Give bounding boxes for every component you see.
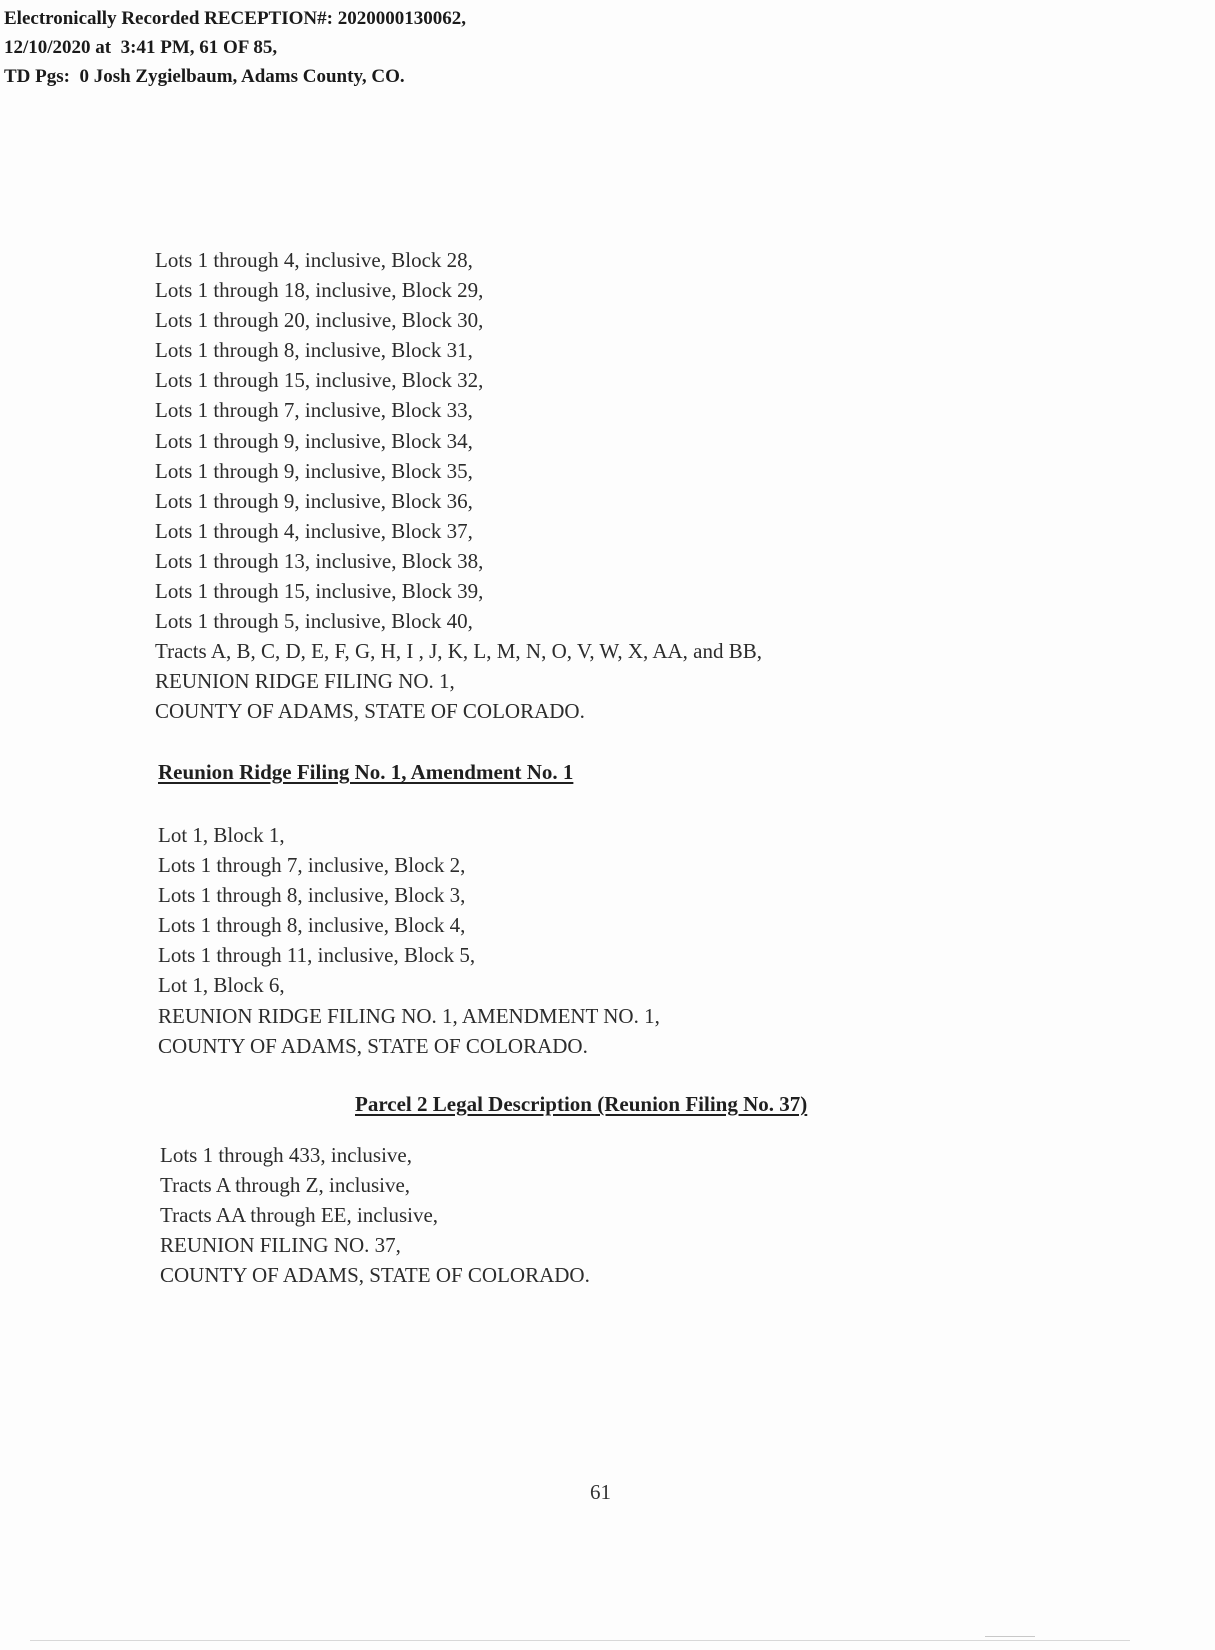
legal-line: Tracts AA through EE, inclusive, — [160, 1203, 439, 1228]
legal-line: Lots 1 through 8, inclusive, Block 31, — [155, 338, 473, 363]
legal-line: Lots 1 through 11, inclusive, Block 5, — [158, 943, 476, 968]
parcel-2-heading: Parcel 2 Legal Description (Reunion Filing No. 37) — [355, 1092, 808, 1116]
legal-line: COUNTY OF ADAMS, STATE OF COLORADO. — [158, 1033, 588, 1058]
legal-line: Tracts A through Z, inclusive, — [160, 1173, 411, 1198]
legal-line: Lots 1 through 8, inclusive, Block 4, — [158, 913, 466, 938]
parcel-2-description — [160, 1140, 590, 1290]
legal-line: Lots 1 through 9, inclusive, Block 35, — [155, 458, 473, 483]
legal-line: Lots 1 through 18, inclusive, Block 29, — [155, 278, 484, 303]
page-number-text: 61 — [590, 1480, 611, 1504]
legal-line: Lots 1 through 15, inclusive, Block 39, — [155, 579, 484, 604]
recording-line-1: Electronically Recorded RECEPTION#: 2020000130062, — [4, 8, 466, 29]
legal-line: REUNION RIDGE FILING NO. 1, AMENDMENT NO. 1, — [158, 1003, 660, 1028]
amendment-description — [158, 820, 660, 1061]
legal-line: Lots 1 through 4, inclusive, Block 37, — [155, 518, 473, 543]
legal-line: Lots 1 through 9, inclusive, Block 34, — [155, 428, 473, 453]
legal-line: Tracts A, B, C, D, E, F, G, H, I , J, K, L, M, N, O, V, W, X, AA, and BB, — [155, 639, 763, 664]
filing-1-description — [155, 245, 762, 727]
legal-line: Lots 1 through 7, inclusive, Block 33, — [155, 398, 473, 423]
recording-stamp — [4, 4, 466, 91]
legal-line: COUNTY OF ADAMS, STATE OF COLORADO. — [160, 1263, 590, 1288]
legal-line: Lots 1 through 20, inclusive, Block 30, — [155, 308, 484, 333]
legal-line: REUNION RIDGE FILING NO. 1, — [155, 669, 455, 694]
scan-edge-rule — [30, 1640, 1130, 1641]
legal-line: Lots 1 through 7, inclusive, Block 2, — [158, 853, 466, 878]
legal-line: Lot 1, Block 1, — [158, 823, 285, 847]
amendment-heading: Reunion Ridge Filing No. 1, Amendment No. 1 — [158, 760, 574, 784]
legal-line: Lot 1, Block 6, — [158, 973, 285, 998]
legal-line: REUNION FILING NO. 37, — [160, 1233, 401, 1258]
recording-line-3: TD Pgs: 0 Josh Zygielbaum, Adams County, CO. — [4, 66, 405, 87]
legal-line: Lots 1 through 433, inclusive, — [160, 1143, 412, 1167]
page-number — [0, 1480, 1215, 1505]
recording-line-2: 12/10/2020 at 3:41 PM, 61 OF 85, — [4, 37, 278, 58]
legal-line: Lots 1 through 13, inclusive, Block 38, — [155, 548, 484, 573]
legal-line: Lots 1 through 5, inclusive, Block 40, — [155, 609, 473, 634]
legal-line: COUNTY OF ADAMS, STATE OF COLORADO. — [155, 699, 585, 724]
legal-line: Lots 1 through 9, inclusive, Block 36, — [155, 488, 473, 513]
legal-line: Lots 1 through 8, inclusive, Block 3, — [158, 883, 466, 908]
legal-line: Lots 1 through 15, inclusive, Block 32, — [155, 368, 484, 393]
legal-line: Lots 1 through 4, inclusive, Block 28, — [155, 248, 473, 272]
scan-edge-mark — [985, 1636, 1035, 1641]
